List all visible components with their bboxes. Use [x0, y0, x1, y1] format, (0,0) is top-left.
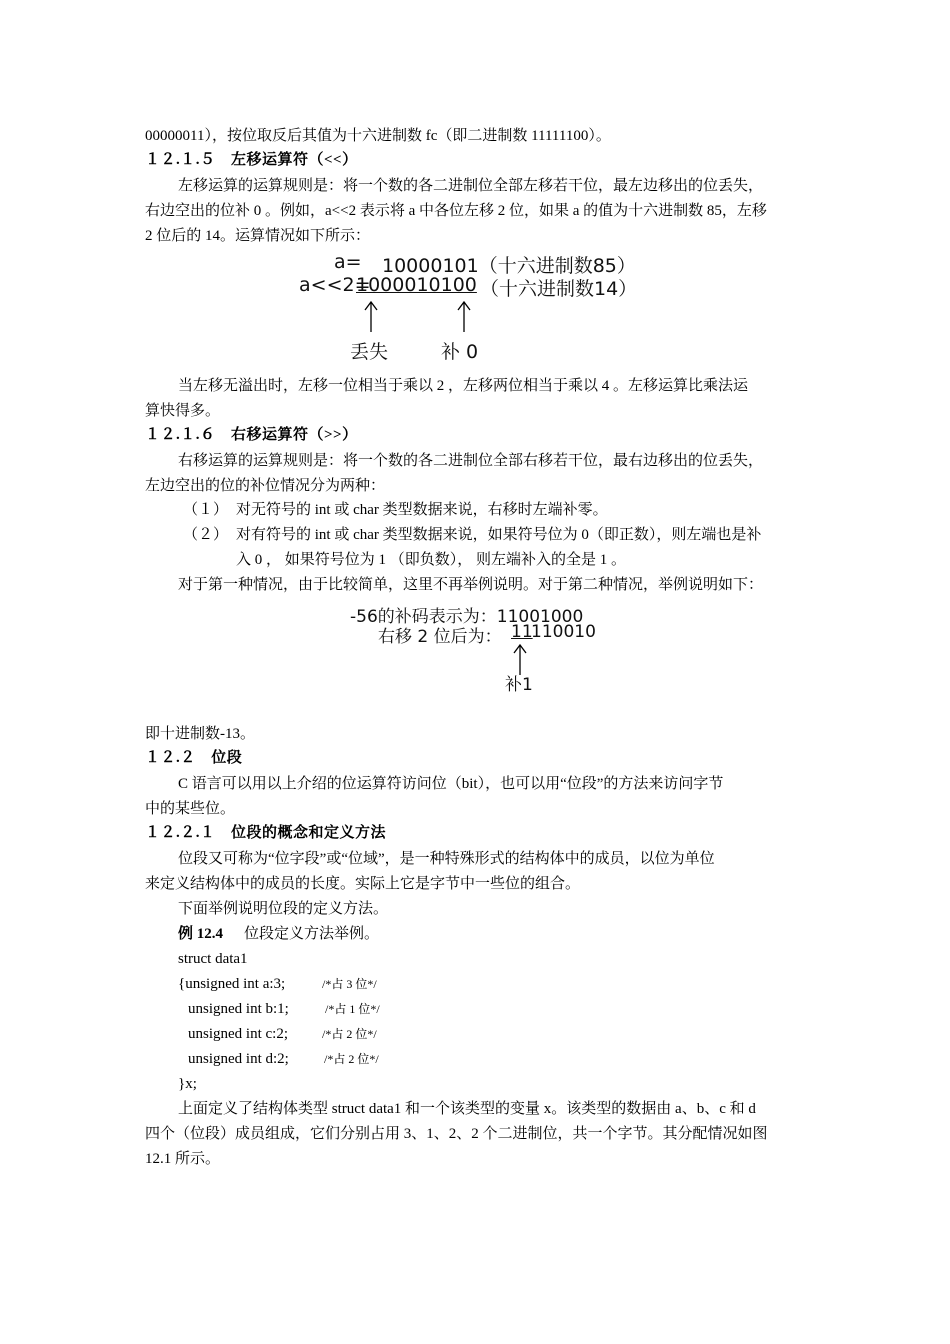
text-line: 位段又可称为“位字段”或“位域”，是一种特殊形式的结构体中的成员，以位为单位 — [178, 851, 715, 867]
section-heading-12-2: １２.２ 位段 — [145, 750, 243, 766]
text-line: 中的某些位。 — [145, 801, 236, 817]
lost-arrow-icon — [360, 300, 380, 334]
fig1-row2-label: a<<2= — [299, 274, 371, 296]
text-line: 左移运算的运算规则是：将一个数的各二进制位全部左移若干位，最左边移出的位丢失， — [178, 178, 764, 194]
fig1-pad-label: 补 0 — [441, 341, 479, 363]
list-item: 对有符号的 int 或 char 类型数据来说，如果符号位为 0（即正数），则左端也是补 — [236, 527, 762, 543]
fig1-row1-label: a= — [334, 251, 362, 273]
text-line: 2 位后的 14。运算情况如下所示： — [145, 228, 371, 244]
text-line: 四个（位段）成员组成，它们分别占用 3、1、2、2 个二进制位，共一个字节。其分配情况如图 — [145, 1126, 768, 1142]
list-item: 对无符号的 int 或 char 类型数据来说，右移时左端补零。 — [236, 502, 608, 518]
example-label: 例 12.4 — [178, 926, 224, 942]
list-item-continuation: 入 0 ， 如果符号位为 1 （即负数）， 则左端补入的全是 1 。 — [236, 552, 627, 568]
code-line: }x; — [178, 1076, 197, 1092]
list-item-number: （２） — [183, 527, 229, 543]
fig1-row2-value: 1000010100 — [356, 274, 477, 296]
code-comment: /*占 3 位*/ — [322, 977, 377, 991]
text-line: 下面举例说明位段的定义方法。 — [178, 901, 389, 917]
text-line: 算快得多。 — [145, 403, 221, 419]
section-heading-12-2-1: １２.２.１ 位段的概念和定义方法 — [145, 825, 387, 841]
code-line: struct data1 — [178, 951, 248, 967]
section-heading-12-1-6: １２.１.６ 右移运算符（>>） — [145, 427, 358, 443]
text-line: C 语言可以用以上介绍的位运算符访问位（bit），也可以用“位段”的方法来访问字节 — [178, 776, 724, 792]
code-line: unsigned int d:2; — [188, 1051, 289, 1067]
code-line: unsigned int b:1; — [188, 1001, 289, 1017]
code-comment: /*占 2 位*/ — [324, 1052, 379, 1066]
text-line: 右移运算的运算规则是：将一个数的各二进制位全部右移若干位，最右边移出的位丢失， — [178, 453, 764, 469]
code-comment: /*占 2 位*/ — [322, 1027, 377, 1041]
fig2-row1: -56的补码表示为：11001000 — [350, 607, 584, 627]
text-line: 对于第一种情况，由于比较简单，这里不再举例说明。对于第二种情况，举例说明如下： — [178, 577, 764, 593]
fig2-pad-label: 补1 — [505, 675, 533, 695]
fig1-lost-label: 丢失 — [350, 341, 389, 363]
fig1-row1-value: 10000101（十六进制数85） — [382, 255, 636, 277]
example-title: 位段定义方法举例。 — [244, 926, 380, 942]
text-line: 上面定义了结构体类型 struct data1 和一个该类型的变量 x。该类型的数据由 a、b、c 和 d — [178, 1101, 756, 1117]
fig2-row2-rest: 110010 — [531, 622, 596, 642]
text-line: 12.1 所示。 — [145, 1151, 221, 1167]
section-heading-12-1-5: １２.１.５ 左移运算符（<<） — [145, 152, 358, 168]
text-line: 即十进制数-13。 — [145, 726, 255, 742]
fig1-row2-note: （十六进制数14） — [480, 278, 638, 300]
text-line: 来定义结构体中的成员的长度。实际上它是字节中一些位的组合。 — [145, 876, 581, 892]
text-line: 00000011），按位取反后其值为十六进制数 fc（即二进制数 11111100）。 — [145, 128, 611, 144]
code-comment: /*占 1 位*/ — [325, 1002, 380, 1016]
code-line: unsigned int c:2; — [188, 1026, 288, 1042]
fig2-row2-label: 右移 2 位后为： — [378, 627, 502, 647]
text-line: 左边空出的位的补位情况分为两种： — [145, 478, 386, 494]
text-line: 当左移无溢出时，左移一位相当于乘以 2 ，左移两位相当于乘以 4 。左移运算比乘法运 — [178, 378, 749, 394]
pad-arrow-icon — [454, 300, 474, 334]
fig2-row2-underlined-bits: 11 — [511, 622, 533, 642]
list-item-number: （１） — [183, 502, 229, 518]
text-line: 右边空出的位补 0 。例如，a<<2 表示将 a 中各位左移 2 位，如果 a 的值为十六进制数 85，左移 — [145, 203, 767, 219]
code-line: {unsigned int a:3; — [178, 976, 286, 992]
